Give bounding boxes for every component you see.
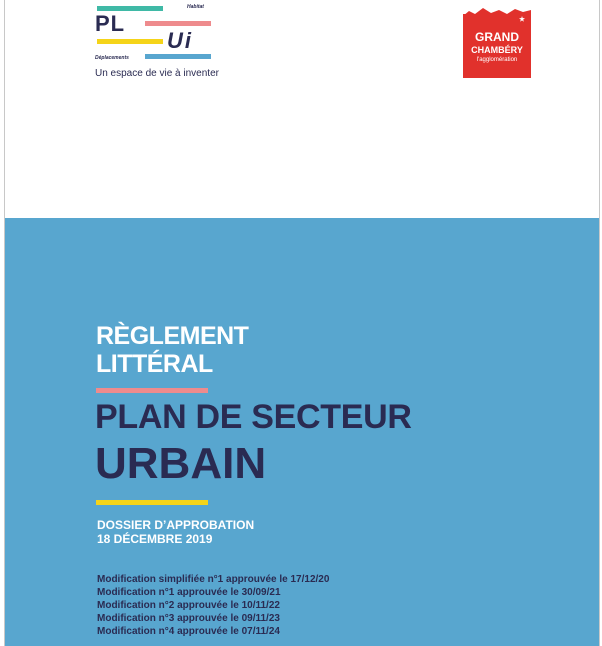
modification-item: Modification n°2 approuvée le 10/11/22	[97, 600, 280, 611]
cover-panel	[5, 218, 599, 646]
plan-title: PLAN DE SECTEUR	[95, 398, 412, 436]
modification-item: Modification simplifiée n°1 approuvée le 17/12/20	[97, 574, 330, 585]
grand-chambery-logo	[463, 14, 531, 78]
document-heading	[96, 322, 248, 378]
logo-bar-pink	[145, 21, 211, 26]
logo-agglomeration: l'agglomération	[476, 57, 518, 63]
modifications-list	[97, 573, 329, 638]
logo-bar-blue	[145, 54, 211, 59]
header-area	[5, 0, 599, 218]
logo-label-habitat: Habitat	[187, 4, 204, 10]
modification-item: Modification n°1 approuvée le 30/09/21	[97, 587, 281, 598]
yellow-divider	[96, 500, 208, 505]
logo-grand: GRAND	[475, 30, 519, 44]
dossier-date: 18 DÉCEMBRE 2019	[97, 532, 213, 546]
logo-bar-yellow	[97, 39, 163, 44]
logo-label-deplacements: Déplacements	[95, 55, 129, 61]
dossier-line-1: DOSSIER D’APPROBATION	[97, 518, 255, 532]
modification-item: Modification n°4 approuvée le 07/11/24	[97, 626, 280, 637]
star-icon	[519, 16, 525, 22]
pink-divider	[96, 388, 208, 393]
logo-letters-pl: PL	[95, 11, 126, 36]
modification-item: Modification n°3 approuvée le 09/11/23	[97, 613, 280, 624]
plui-logo	[89, 2, 229, 82]
dossier-info	[97, 518, 254, 546]
logo-tagline: Un espace de vie à inventer	[95, 68, 219, 79]
logo-letters-ui: Ui	[167, 28, 193, 53]
mountain-icon	[463, 8, 531, 16]
heading-line-1: RÈGLEMENT	[96, 322, 249, 350]
logo-chambery: CHAMBÉRY	[471, 45, 523, 55]
document-page	[4, 0, 600, 646]
heading-line-2: LITTÉRAL	[96, 350, 213, 378]
plan-subtitle: URBAIN	[95, 439, 267, 488]
